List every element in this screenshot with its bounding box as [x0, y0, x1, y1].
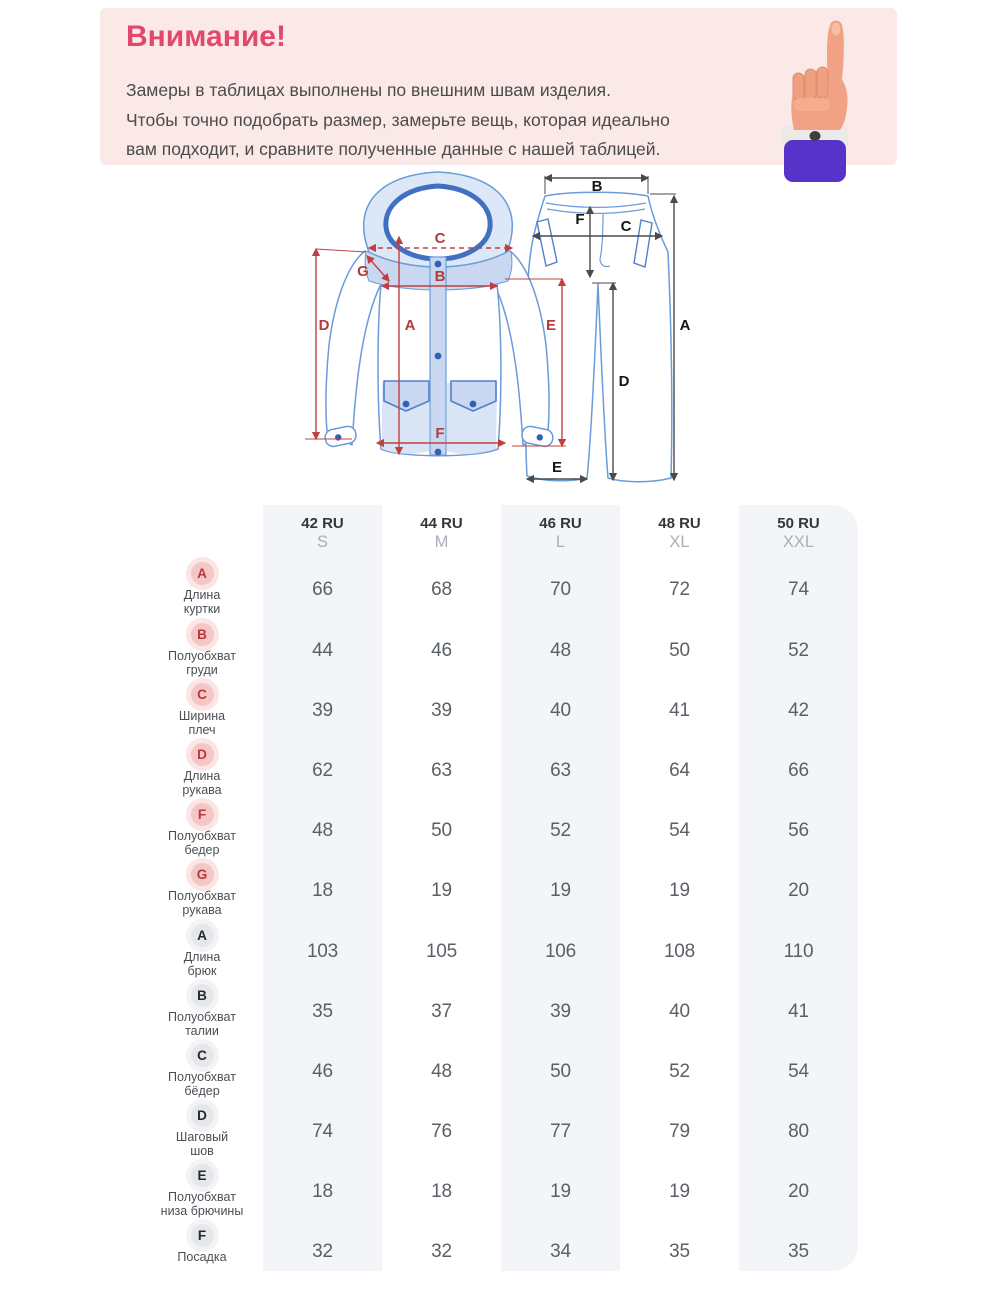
pants-measure-label-b: B — [591, 178, 603, 195]
size-value: 32 — [431, 1241, 452, 1262]
measure-badge: C — [191, 1044, 214, 1067]
size-value: 70 — [550, 579, 571, 600]
size-value: 35 — [312, 1001, 333, 1022]
size-value: 19 — [669, 1181, 690, 1202]
size-value: 37 — [431, 1001, 452, 1022]
size-value: 74 — [788, 579, 809, 600]
measure-label: C Полуобхват бёдер — [142, 1042, 262, 1098]
size-value: 63 — [431, 760, 452, 781]
size-value: 80 — [788, 1121, 809, 1142]
size-value: 46 — [431, 640, 452, 661]
size-value: 41 — [788, 1001, 809, 1022]
table-row — [0, 982, 1000, 1042]
size-value: 64 — [669, 760, 690, 781]
measure-label: B Полуобхват груди — [142, 621, 262, 677]
size-value: 50 — [669, 640, 690, 661]
jacket-measure-label-c: C — [434, 230, 446, 247]
size-value: 19 — [669, 880, 690, 901]
size-value: 63 — [550, 760, 571, 781]
size-value: 52 — [669, 1061, 690, 1082]
pants-measure-label-a: A — [679, 317, 691, 334]
measure-badge: F — [191, 803, 214, 826]
table-row — [0, 801, 1000, 861]
size-value: 44 — [312, 640, 333, 661]
measure-label: F Посадка — [142, 1222, 262, 1265]
size-value: 50 — [431, 820, 452, 841]
jacket-measure-label-d: D — [318, 317, 330, 334]
jacket-measure-label-e: E — [545, 317, 557, 334]
size-value: 77 — [550, 1121, 571, 1142]
size-value: 19 — [550, 1181, 571, 1202]
measure-badge: A — [191, 562, 214, 585]
size-value: 35 — [669, 1241, 690, 1262]
jacket-measure-label-g: G — [357, 263, 369, 280]
size-value: 35 — [788, 1241, 809, 1262]
measure-label: A Длина куртки — [142, 560, 262, 616]
size-value: 62 — [312, 760, 333, 781]
size-value: 50 — [550, 1061, 571, 1082]
measure-badge: B — [191, 984, 214, 1007]
measure-badge: A — [191, 924, 214, 947]
size-value: 46 — [312, 1061, 333, 1082]
table-row — [0, 1222, 1000, 1282]
size-value: 19 — [550, 880, 571, 901]
size-value: 48 — [550, 640, 571, 661]
size-value: 72 — [669, 579, 690, 600]
size-value: 18 — [431, 1181, 452, 1202]
size-value: 54 — [788, 1061, 809, 1082]
size-value: 32 — [312, 1241, 333, 1262]
column-header-50ru: 50 RU XXL — [777, 515, 820, 551]
size-value: 76 — [431, 1121, 452, 1142]
size-value: 34 — [550, 1241, 571, 1262]
table-row — [0, 681, 1000, 741]
table-row — [0, 741, 1000, 801]
pointing-up-hand-icon — [770, 12, 862, 182]
size-value: 74 — [312, 1121, 333, 1142]
pants-measure-label-c: C — [620, 218, 632, 235]
notice-title: Внимание! — [126, 20, 286, 53]
measure-label: B Полуобхват талии — [142, 982, 262, 1038]
size-value: 105 — [425, 941, 458, 962]
jacket-measure-label-b: B — [434, 268, 446, 285]
measure-badge: G — [191, 863, 214, 886]
size-value: 108 — [663, 941, 696, 962]
size-value: 79 — [669, 1121, 690, 1142]
table-row — [0, 861, 1000, 921]
table-row — [0, 621, 1000, 681]
pants-measure-label-e: E — [551, 459, 563, 476]
size-value: 106 — [544, 941, 577, 962]
table-row — [0, 1042, 1000, 1102]
measure-badge: C — [191, 683, 214, 706]
size-value: 48 — [431, 1061, 452, 1082]
measure-label: D Длина рукава — [142, 741, 262, 797]
column-header-46ru: 46 RU L — [539, 515, 582, 551]
size-value: 41 — [669, 700, 690, 721]
measure-badge: D — [191, 743, 214, 766]
size-value: 39 — [312, 700, 333, 721]
jacket-drawing — [324, 172, 555, 456]
measurement-diagram — [250, 160, 710, 505]
size-value: 56 — [788, 820, 809, 841]
measure-badge: B — [191, 623, 214, 646]
pants-measure-label-d: D — [618, 373, 630, 390]
table-row — [0, 922, 1000, 982]
measure-badge: F — [191, 1224, 214, 1247]
column-header-44ru: 44 RU M — [420, 515, 463, 551]
size-value: 68 — [431, 579, 452, 600]
size-value: 40 — [669, 1001, 690, 1022]
size-value: 48 — [312, 820, 333, 841]
measure-label: G Полуобхват рукава — [142, 861, 262, 917]
size-value: 110 — [783, 941, 814, 962]
column-header-48ru: 48 RU XL — [658, 515, 701, 551]
notice-text — [126, 76, 670, 165]
measure-label: D Шаговый шов — [142, 1102, 262, 1158]
column-header-42ru: 42 RU S — [301, 515, 344, 551]
size-value: 66 — [788, 760, 809, 781]
measure-label: E Полуобхват низа брючины — [142, 1162, 262, 1218]
measure-badge: E — [191, 1164, 214, 1187]
size-value: 20 — [788, 1181, 809, 1202]
size-value: 18 — [312, 1181, 333, 1202]
size-value: 42 — [788, 700, 809, 721]
table-row — [0, 1102, 1000, 1162]
measure-badge: D — [191, 1104, 214, 1127]
size-value: 19 — [431, 880, 452, 901]
size-value: 20 — [788, 880, 809, 901]
notice-line: Замеры в таблицах выполнены по внешним швам изделия. — [126, 80, 611, 100]
size-value: 18 — [312, 880, 333, 901]
jacket-measure-label-f: F — [435, 425, 445, 442]
size-value: 103 — [306, 941, 339, 962]
measure-label: A Длина брюк — [142, 922, 262, 978]
jacket-measure-label-a: A — [404, 317, 416, 334]
table-row — [0, 1162, 1000, 1222]
size-value: 39 — [550, 1001, 571, 1022]
measure-label: C Ширина плеч — [142, 681, 262, 737]
size-value: 39 — [431, 700, 452, 721]
table-row — [0, 560, 1000, 620]
size-value: 54 — [669, 820, 690, 841]
size-value: 52 — [550, 820, 571, 841]
pants-measure-label-f: F — [575, 211, 585, 228]
size-value: 40 — [550, 700, 571, 721]
notice-line: вам подходит, и сравните полученные данные с нашей таблицей. — [126, 139, 661, 159]
size-value: 66 — [312, 579, 333, 600]
size-value: 52 — [788, 640, 809, 661]
measure-label: F Полуобхват бедер — [142, 801, 262, 857]
notice-line: Чтобы точно подобрать размер, замерьте вещь, которая идеально — [126, 109, 670, 130]
